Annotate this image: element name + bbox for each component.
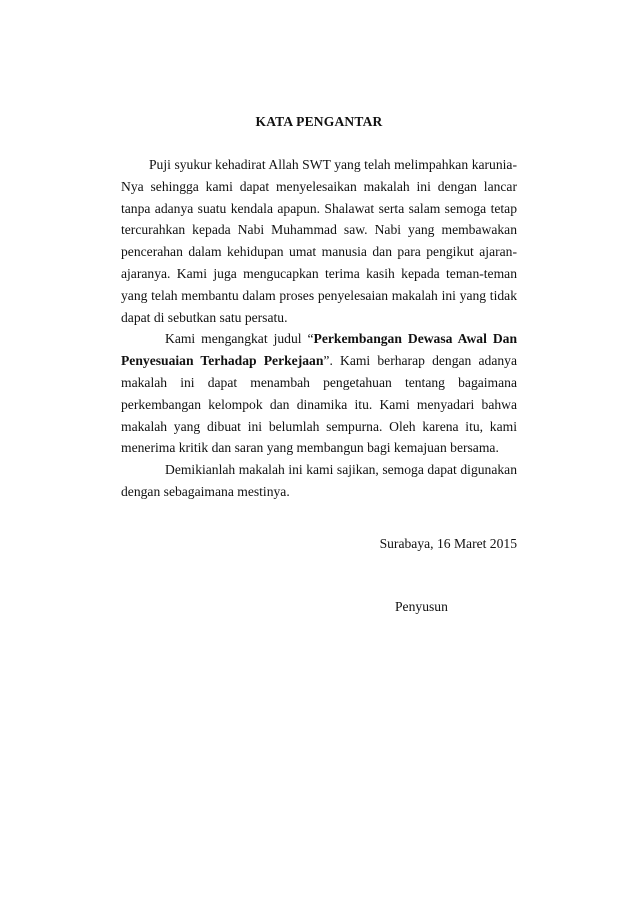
paragraph-text-before: Kami mengangkat judul “	[165, 331, 314, 347]
paragraph-title-mention	[121, 328, 517, 459]
paragraph-intro: Puji syukur kehadirat Allah SWT yang telah melimpahkan karunia-Nya sehingga kami dapat menyelesaikan makalah ini dengan lancar tanpa adanya suatu kendala apapun. Shalawat serta salam semoga tetap tercurahkan kepada Nabi Muhammad saw. Nabi yang membawakan pencerahan dalam kehidupan umat manusia dan para pengikut ajaran-ajaranya. Kami juga mengucapkan terima kasih kepada teman-teman yang telah membantu dalam proses penyelesaian makalah ini yang tidak dapat di sebutkan satu persatu.	[121, 157, 517, 325]
signature-signer: Penyusun	[395, 599, 448, 614]
paragraph-closing: Demikianlah makalah ini kami sajikan, semoga dapat digunakan dengan sebagaimana mestinya.	[121, 462, 517, 499]
paper-title-bold: Perkembangan Dewasa Awal Dan Penyesuaian Terhadap Perkejaan	[121, 331, 518, 369]
paragraph-text-after: ”. Kami berharap dengan adanya makalah ini dapat menambah pengetahuan tentang bagaimana perkembangan kelompok dan dinamika itu. Kami menyadari bahwa makalah yang dibuat ini belumlah sempurna. Oleh karena itu, kami menerima kritik dan saran yang membangun bagi kemajuan bersama.	[121, 353, 517, 456]
document-body	[121, 154, 517, 503]
page-title: KATA PENGANTAR	[255, 114, 383, 129]
signature-place-date: Surabaya, 16 Maret 2015	[379, 536, 517, 551]
